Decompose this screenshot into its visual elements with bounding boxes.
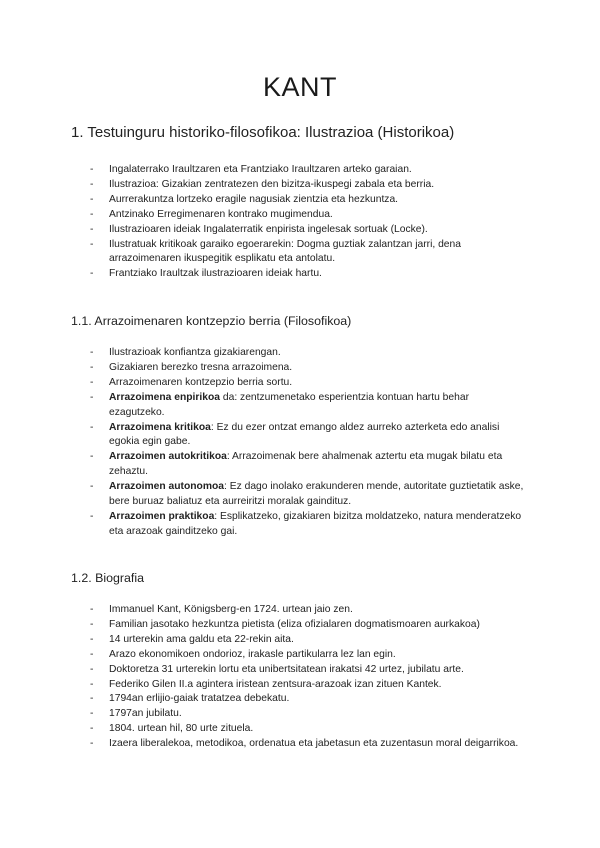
- list-item: - Doktoretza 31 urterekin lortu eta unibertsitatean irakatsi 42 urtez, jubilatu arte.: [0, 663, 600, 678]
- term-text: da: zentzumenetako esperientzia kontuan hartu behar ezagutzeko.: [109, 391, 470, 418]
- term: Arrazoimen autokritikoa: [109, 451, 227, 463]
- list-item: - Ilustrazioa: Gizakian zentratezen den bizitza-ikuspegi zabala eta berria.: [0, 178, 600, 193]
- list-item: [0, 510, 600, 540]
- list-item: - Ilustrazioaren ideiak Ingalaterratik enpirista ingelesak sortuak (Locke).: [0, 223, 600, 238]
- biography-list: [0, 603, 600, 752]
- list-item: - Federiko Gilen II.a agintera iristean zentsura-arazoak izan zituen Kantek.: [0, 678, 600, 693]
- context-list: [0, 163, 600, 282]
- list-item: - Antzinako Erregimenaren kontrako mugimendua.: [0, 208, 600, 223]
- list-item: - Ilustratuak kritikoak garaiko egoerarekin: Dogma guztiak zalantzan jarri, dena arrazoimenaren ikuspegitik esplikatu eta antolatu.: [0, 238, 600, 268]
- list-item: [0, 450, 600, 480]
- list-item: [0, 391, 600, 421]
- section-heading-biography: 1.2. Biografia: [71, 571, 145, 585]
- list-item: [0, 421, 600, 451]
- list-item: - 1804. urtean hil, 80 urte zituela.: [0, 722, 600, 737]
- list-item: - Izaera liberalekoa, metodikoa, ordenatua eta jabetasun eta zuzentasun moral deigarrikoa.: [0, 737, 600, 752]
- list-item: - 14 urterekin ama galdu eta 22-rekin aita.: [0, 633, 600, 648]
- list-item: [0, 480, 600, 510]
- term: Arrazoimena enpirikoa: [109, 391, 221, 403]
- term-text: : Esplikatzeko, gizakiaren bizitza moldatzeko, natura menderatzeko eta arazoak gainditzeko gai.: [109, 510, 522, 537]
- list-item: - Immanuel Kant, Königsberg-en 1724. urtean jaio zen.: [0, 603, 600, 618]
- list-item: - Aurrerakuntza lortzeko eragile nagusiak zientzia eta hezkuntza.: [0, 193, 600, 208]
- section-heading-context: 1. Testuinguru historiko-filosofikoa: Ilustrazioa (Historikoa): [71, 124, 455, 141]
- list-item: - Familian jasotako hezkuntza pietista (eliza ofizialaren dogmatismoaren aurkakoa): [0, 618, 600, 633]
- term-text: : Ez dago inolako erakunderen mende, autoritate guztietatik aske, bere buruaz baliatuz eta aurreiritzi moralak gaindituz.: [109, 481, 524, 508]
- page-title: KANT: [262, 72, 337, 102]
- term: Arrazoimen autonomoa: [109, 481, 224, 493]
- list-item: - Ilustrazioak konfiantza gizakiarengan.: [0, 346, 600, 361]
- list-item: - Frantziako Iraultzak ilustrazioaren ideiak hartu.: [0, 267, 600, 282]
- term-text: : Ez du ezer ontzat emango aldez aurreko azterketa edo analisi egokia egin gabe.: [109, 421, 500, 448]
- list-item: - Arazo ekonomikoen ondorioz, irakasle partikularra lez lan egin.: [0, 648, 600, 663]
- section-heading-reason: 1.1. Arrazoimenaren kontzepzio berria (Filosofikoa): [71, 314, 352, 328]
- list-item: - Arrazoimenaren kontzepzio berria sortu.: [0, 376, 600, 391]
- term: Arrazoimen praktikoa: [109, 510, 215, 522]
- term: Arrazoimena kritikoa: [109, 421, 211, 433]
- list-item: - 1797an jubilatu.: [0, 707, 600, 722]
- reason-list: [0, 346, 600, 540]
- term-text: : Arrazoimenak bere ahalmenak aztertu eta mugak bilatu eta zehaztu.: [109, 451, 503, 478]
- list-item: - Gizakiaren berezko tresna arrazoimena.: [0, 361, 600, 376]
- list-item: - Ingalaterrako Iraultzaren eta Frantziako Iraultzaren arteko garaian.: [0, 163, 600, 178]
- list-item: - 1794an erlijio-gaiak tratatzea debekatu.: [0, 692, 600, 707]
